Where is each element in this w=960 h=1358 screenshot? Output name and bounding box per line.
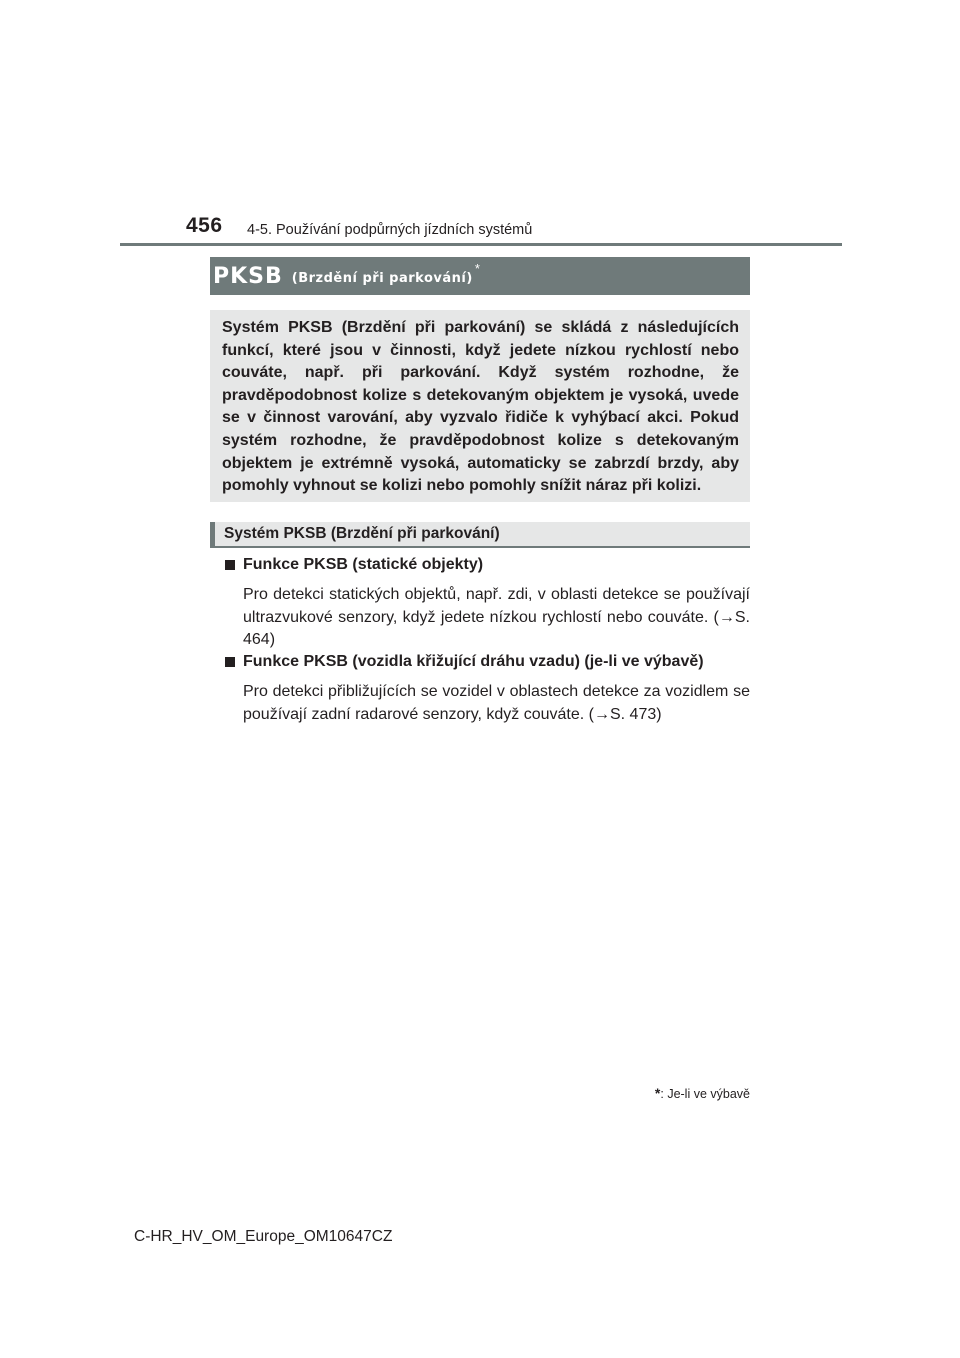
item-title [225, 554, 750, 576]
header-divider [120, 243, 842, 246]
square-bullet-icon [225, 560, 235, 570]
section-title-bar [210, 257, 750, 295]
square-bullet-icon [225, 657, 235, 667]
section-title: PKSB [213, 263, 283, 289]
item-body: Pro detekci přibližujících se vozidel v oblastech detekce za vozidlem se používají zadní radarové senzory, když couváte. (→S. 473) [243, 683, 750, 723]
page-number: 456 [186, 214, 223, 237]
item-title-text: Funkce PKSB (statické objekty) [243, 556, 484, 573]
item-title-text: Funkce PKSB (vozidla křižující dráhu vzadu) (je-li ve výbavě) [243, 653, 704, 670]
section-subtitle: (Brzdění při parkování) [291, 270, 473, 286]
item-title [225, 651, 750, 673]
footnote [640, 1085, 750, 1101]
intro-text: Systém PKSB (Brzdění při parkování) se skládá z následujících funkcí, které jsou v činnosti, když jedete nízkou rychlostí nebo couváte, např. při parkování. Když systém rozhodne, že pravděpodobnost kolize s detekovaným objektem je vysoká, uvede se v činnost varování, aby vyzvalo řidiče k vyhýbací akci. Pokud systém rozhodne, že pravděpodobnost kolize s detekovaným objektem je extrémně vysoká, automaticky se zabrzdí brzdy, aby pomohly vyhnout se kolizi nebo pomohly snížit náraz při kolizi. [222, 319, 739, 495]
footnote-marker: * [474, 261, 480, 276]
intro-box [210, 310, 750, 502]
list-item [225, 554, 750, 652]
document-id: C-HR_HV_OM_Europe_OM10647CZ [134, 1228, 393, 1245]
list-item [225, 651, 750, 726]
subsection-heading [210, 522, 750, 548]
footnote-text: : Je-li ve výbavě [660, 1087, 750, 1101]
footnote-star: * [654, 1085, 661, 1101]
subsection-heading-text: Systém PKSB (Brzdění při parkování) [224, 525, 500, 542]
item-body: Pro detekci statických objektů, např. zdi, v oblasti detekce se používají ultrazvukové senzory, když jedete nízkou rychlostí nebo couváte. (→S. 464) [243, 586, 750, 648]
chapter-title: 4-5. Používání podpůrných jízdních systémů [247, 222, 533, 238]
